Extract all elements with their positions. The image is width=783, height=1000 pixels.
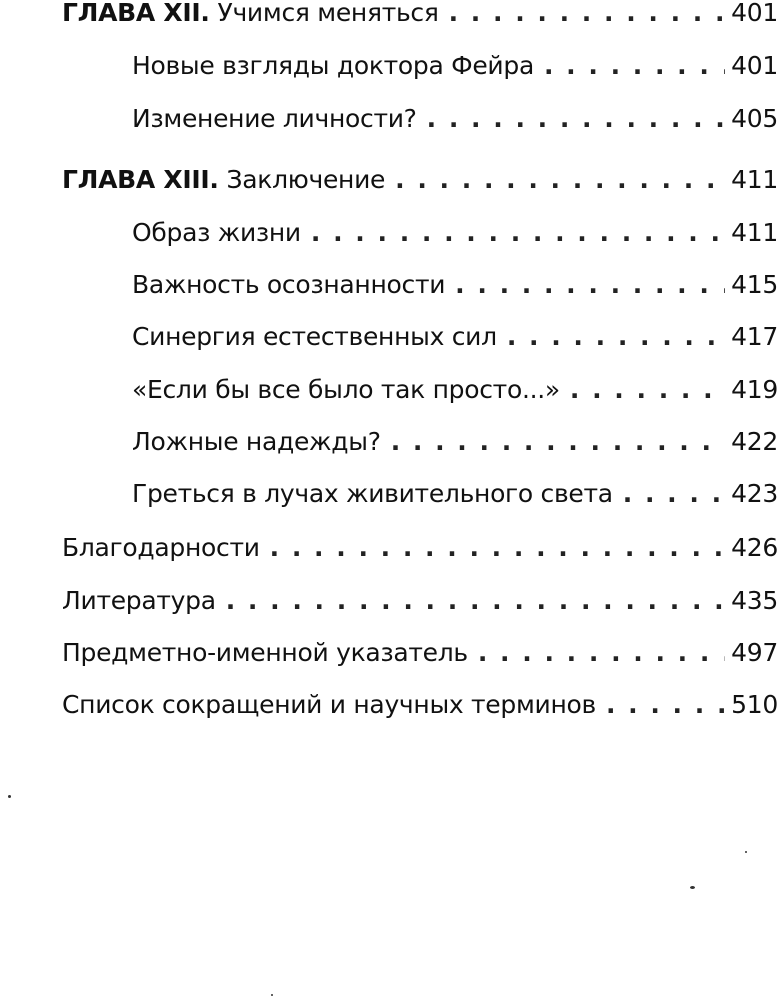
toc-entry-backmatter[interactable] — [62, 685, 778, 725]
toc-entry-backmatter[interactable] — [62, 633, 778, 673]
dot-leader — [270, 528, 726, 568]
toc-entry-section[interactable] — [132, 474, 778, 514]
toc-entry-title: Изменение личности? — [132, 104, 417, 133]
toc-entry-title: Важность осознанности — [132, 270, 446, 299]
page-number: 415 — [731, 270, 778, 299]
page-number: 426 — [731, 533, 778, 562]
toc-entry-title: Образ жизни — [132, 218, 301, 247]
page-number: 419 — [731, 375, 778, 404]
page-number: 411 — [731, 165, 778, 194]
toc-entry-section[interactable] — [132, 370, 778, 410]
toc-entry-title: Литература — [62, 586, 216, 615]
page-number: 401 — [731, 51, 778, 80]
page-number: 411 — [731, 218, 778, 247]
dot-leader — [623, 474, 725, 514]
dot-leader — [427, 99, 726, 139]
dot-leader — [507, 317, 725, 357]
chapter-label: ГЛАВА XIII. — [62, 165, 219, 194]
dot-leader — [544, 46, 725, 86]
toc-entry-section[interactable] — [132, 422, 778, 462]
dot-leader — [395, 160, 725, 200]
toc-entry-title: Новые взгляды доктора Фейра — [132, 51, 534, 80]
toc-entry-chapter-12[interactable] — [62, 0, 778, 33]
toc-entry-section[interactable] — [132, 213, 778, 253]
toc-entry-title: Список сокращений и научных терминов — [62, 690, 596, 719]
toc-entry-title: Предметно-именной указатель — [62, 638, 468, 667]
toc-entry-section[interactable] — [132, 99, 778, 139]
toc-entry-title: Греться в лучах живительного света — [132, 479, 613, 508]
toc-entry-title: Ложные надежды? — [132, 427, 381, 456]
scan-speck — [690, 886, 695, 889]
page-number: 422 — [731, 427, 778, 456]
toc-entry-title: ГЛАВА XII. Учимся меняться — [62, 0, 439, 27]
toc-entry-chapter-13[interactable] — [62, 160, 778, 200]
toc-entry-backmatter[interactable] — [62, 581, 778, 621]
dot-leader — [391, 422, 725, 462]
toc-entry-title: Синергия естественных сил — [132, 322, 497, 351]
dot-leader — [449, 0, 726, 33]
dot-leader — [606, 685, 725, 725]
chapter-label: ГЛАВА XII. — [62, 0, 210, 27]
page-number: 405 — [731, 104, 778, 133]
page-number: 401 — [731, 0, 778, 27]
dot-leader — [478, 633, 725, 673]
toc-entry-section[interactable] — [132, 46, 778, 86]
toc-entry-backmatter[interactable] — [62, 528, 778, 568]
toc-entry-section[interactable] — [132, 317, 778, 357]
dot-leader — [226, 581, 725, 621]
toc-entry-title: ГЛАВА XIII. Заключение — [62, 165, 386, 194]
dot-leader — [570, 370, 725, 410]
scan-speck — [745, 851, 747, 853]
page-number: 417 — [731, 322, 778, 351]
page-number: 497 — [731, 638, 778, 667]
toc-entry-title: «Если бы все было так просто...» — [132, 375, 560, 404]
page-number: 510 — [731, 690, 778, 719]
dot-leader — [455, 265, 725, 305]
dot-leader — [311, 213, 725, 253]
page-number: 435 — [731, 586, 778, 615]
toc-entry-title: Благодарности — [62, 533, 260, 562]
toc-entry-section[interactable] — [132, 265, 778, 305]
scan-speck — [271, 994, 273, 996]
scan-speck — [8, 795, 11, 798]
page-number: 423 — [731, 479, 778, 508]
